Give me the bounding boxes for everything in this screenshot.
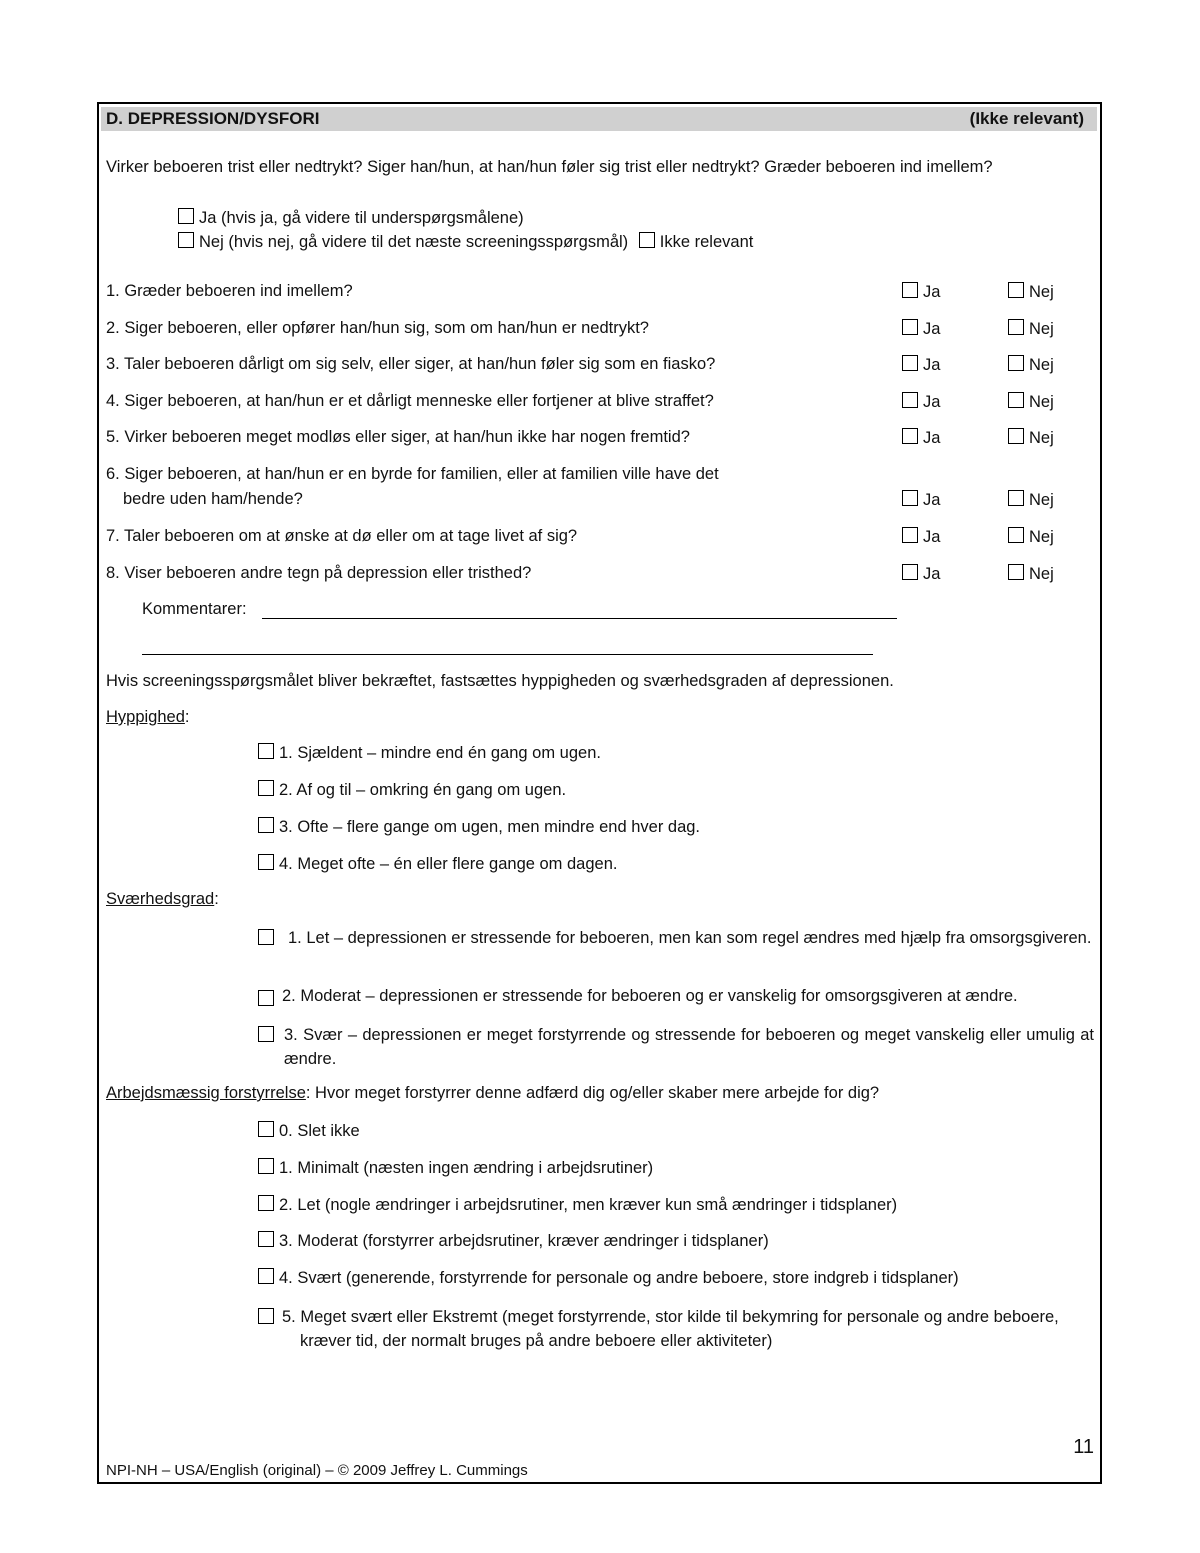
subquestion-7: 7. Taler beboeren om at ønske at dø eller om at tage livet af sig?	[106, 527, 578, 545]
answer-no-6: Nej	[1008, 490, 1054, 510]
disruption-checkbox-5[interactable]	[258, 1308, 274, 1324]
frequency-checkbox[interactable]	[258, 854, 274, 870]
subquestion-3: 3. Taler beboeren dårligt om sig selv, eller siger, at han/hun føler sig som en fiasko?	[106, 355, 716, 373]
frequency-checkbox[interactable]	[258, 743, 274, 759]
no-checkbox[interactable]	[1008, 527, 1024, 543]
section-status: (Ikke relevant)	[969, 109, 1084, 128]
answer-yes-7: Ja	[902, 527, 940, 547]
comments-line-1[interactable]	[262, 618, 897, 619]
disruption-option-5: 5. Meget svært eller Ekstremt (meget forstyrrende, stor kilde til bekymring for personale og andre beboere, kræver tid, der normalt bruges på andre beboere eller aktiviteter)	[282, 1308, 1059, 1350]
frequency-heading: Hyppighed:	[106, 708, 190, 726]
frequency-option-2: 2. Af og til – omkring én gang om ugen.	[258, 780, 566, 800]
disruption-option-2: 2. Let (nogle ændringer i arbejdsrutiner, men kræver kun små ændringer i tidsplaner)	[258, 1195, 897, 1215]
answer-yes-3: Ja	[902, 355, 940, 375]
disruption-option-0: 0. Slet ikke	[258, 1121, 360, 1141]
severity-option-1: 1. Let – depressionen er stressende for beboeren, men kan som regel ændres med hjælp fra omsorgsgiveren.	[288, 929, 1092, 947]
severity-checkbox-1[interactable]	[258, 929, 274, 945]
yes-checkbox[interactable]	[902, 319, 918, 335]
severity-checkbox-3[interactable]	[258, 1026, 274, 1042]
disruption-checkbox[interactable]	[258, 1195, 274, 1211]
frequency-option-3: 3. Ofte – flere gange om ugen, men mindre end hver dag.	[258, 817, 700, 837]
yes-checkbox[interactable]	[902, 428, 918, 444]
yes-checkbox[interactable]	[902, 527, 918, 543]
subquestion-8: 8. Viser beboeren andre tegn på depression eller tristhed?	[106, 564, 532, 582]
yes-checkbox[interactable]	[902, 355, 918, 371]
answer-yes-5: Ja	[902, 428, 940, 448]
disruption-option-3: 3. Moderat (forstyrrer arbejdsrutiner, kræver ændringer i tidsplaner)	[258, 1231, 769, 1251]
no-checkbox[interactable]	[1008, 392, 1024, 408]
yes-checkbox[interactable]	[902, 392, 918, 408]
screening-no-checkbox[interactable]	[178, 232, 194, 248]
severity-option-3: 3. Svær – depressionen er meget forstyrrende og stressende for beboeren og meget vanskelig eller umulig at ændre.	[284, 1026, 1094, 1068]
answer-yes-2: Ja	[902, 319, 940, 339]
subquestion-6-continued: bedre uden ham/hende?	[123, 490, 303, 508]
answer-no-8: Nej	[1008, 564, 1054, 584]
page-number: 11	[1073, 1436, 1094, 1458]
subquestion-6: 6. Siger beboeren, at han/hun er en byrde for familien, eller at familien ville have det	[106, 465, 719, 483]
disruption-heading: Arbejdsmæssig forstyrrelse: Hvor meget forstyrrer denne adfærd dig og/eller skaber mere arbejde for dig?	[106, 1084, 880, 1102]
severity-option-2: 2. Moderat – depressionen er stressende for beboeren og er vanskelig for omsorgsgiveren at ændre.	[282, 987, 1018, 1005]
answer-yes-1: Ja	[902, 282, 940, 302]
disruption-checkbox[interactable]	[258, 1121, 274, 1137]
severity-checkbox-2[interactable]	[258, 990, 274, 1006]
answer-no-2: Nej	[1008, 319, 1054, 339]
answer-no-7: Nej	[1008, 527, 1054, 547]
answer-yes-6: Ja	[902, 490, 940, 510]
answer-yes-8: Ja	[902, 564, 940, 584]
no-checkbox[interactable]	[1008, 490, 1024, 506]
subquestion-1: 1. Græder beboeren ind imellem?	[106, 282, 353, 300]
frequency-option-1: 1. Sjældent – mindre end én gang om ugen.	[258, 743, 601, 763]
answer-no-1: Nej	[1008, 282, 1054, 302]
no-checkbox[interactable]	[1008, 564, 1024, 580]
no-checkbox[interactable]	[1008, 355, 1024, 371]
subquestion-4: 4. Siger beboeren, at han/hun er et dårligt menneske eller fortjener at blive straffet?	[106, 392, 714, 410]
no-checkbox[interactable]	[1008, 428, 1024, 444]
answer-yes-4: Ja	[902, 392, 940, 412]
yes-checkbox[interactable]	[902, 490, 918, 506]
section-title: D. DEPRESSION/DYSFORI	[106, 109, 320, 128]
disruption-checkbox[interactable]	[258, 1268, 274, 1284]
footer-copyright: NPI-NH – USA/English (original) – © 2009 Jeffrey L. Cummings	[106, 1462, 528, 1479]
confirm-instruction: Hvis screeningsspørgsmålet bliver bekræftet, fastsættes hyppigheden og sværhedsgraden af depressionen.	[106, 672, 894, 690]
answer-no-3: Nej	[1008, 355, 1054, 375]
yes-checkbox[interactable]	[902, 282, 918, 298]
subquestion-2: 2. Siger beboeren, eller opfører han/hun sig, som om han/hun er nedtrykt?	[106, 319, 649, 337]
disruption-checkbox[interactable]	[258, 1158, 274, 1174]
no-checkbox[interactable]	[1008, 319, 1024, 335]
no-checkbox[interactable]	[1008, 282, 1024, 298]
severity-heading: Sværhedsgrad:	[106, 890, 219, 908]
answer-no-5: Nej	[1008, 428, 1054, 448]
screening-option-yes: Ja (hvis ja, gå videre til underspørgsmålene)	[178, 208, 524, 228]
comments-line-2[interactable]	[142, 654, 873, 655]
disruption-option-1: 1. Minimalt (næsten ingen ændring i arbejdsrutiner)	[258, 1158, 653, 1178]
screening-yes-checkbox[interactable]	[178, 208, 194, 224]
disruption-option-4: 4. Svært (generende, forstyrrende for personale og andre beboere, store indgreb i tidsplaner)	[258, 1268, 959, 1288]
frequency-checkbox[interactable]	[258, 817, 274, 833]
answer-no-4: Nej	[1008, 392, 1054, 412]
screening-question: Virker beboeren trist eller nedtrykt? Siger han/hun, at han/hun føler sig trist eller nedtrykt? Græder beboeren ind imellem?	[106, 158, 993, 176]
frequency-option-4: 4. Meget ofte – én eller flere gange om dagen.	[258, 854, 617, 874]
yes-checkbox[interactable]	[902, 564, 918, 580]
frequency-checkbox[interactable]	[258, 780, 274, 796]
screening-na-checkbox[interactable]	[639, 232, 655, 248]
comments-label: Kommentarer:	[142, 600, 247, 618]
disruption-checkbox[interactable]	[258, 1231, 274, 1247]
screening-option-no: Nej (hvis nej, gå videre til det næste screeningsspørgsmål) Ikke relevant	[178, 232, 753, 252]
subquestion-5: 5. Virker beboeren meget modløs eller siger, at han/hun ikke har nogen fremtid?	[106, 428, 690, 446]
